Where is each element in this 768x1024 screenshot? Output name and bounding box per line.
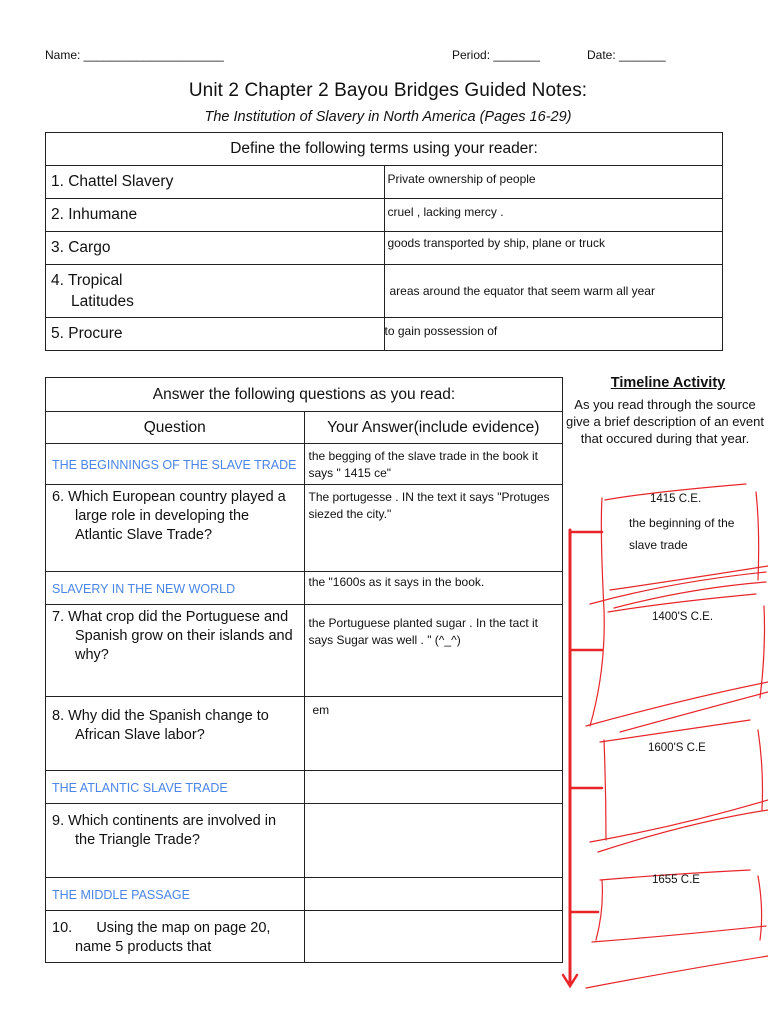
question-row — [46, 697, 563, 771]
answer-cell[interactable] — [304, 878, 563, 911]
timeline-date: 1415 C.E. — [650, 493, 702, 505]
section-heading — [46, 444, 305, 485]
section-row — [46, 878, 563, 911]
answer-cell[interactable] — [304, 771, 563, 804]
question-text: 7. What crop did the Portuguese and Spanish grow on their islands and why? — [52, 609, 293, 663]
question-text: 6. Which European country played a large role in developing the Atlantic Slave Trade? — [52, 489, 286, 543]
vocab-term — [46, 265, 385, 318]
section-heading-text: THE BEGINNINGS OF THE SLAVE TRADE — [52, 457, 297, 472]
section-row — [46, 444, 563, 485]
vocab-row — [46, 318, 723, 351]
vocabulary-table — [45, 132, 723, 351]
vocab-row — [46, 265, 723, 318]
vocab-definition[interactable]: to gain possession of — [384, 318, 723, 351]
question-cell — [46, 804, 305, 878]
timeline-date: 1600'S C.E — [648, 742, 706, 754]
question-cell — [46, 485, 305, 572]
timeline-note: the beginning of the — [629, 516, 735, 530]
question-row — [46, 911, 563, 963]
page-subtitle: The Institution of Slavery in North America (Pages 16-29) — [204, 109, 572, 125]
name-field-label: Name: _____________________ — [45, 48, 224, 62]
question-cell — [46, 697, 305, 771]
timeline-description: As you read through the source give a brief description of an event that occured during that year. — [566, 397, 765, 446]
vocab-definition[interactable]: areas around the equator that seem warm all year — [384, 265, 723, 318]
section-heading: THE ATLANTIC SLAVE TRADE — [46, 771, 305, 804]
timeline-box-4 — [586, 870, 768, 988]
vocab-row — [46, 166, 723, 199]
questions-caption: Answer the following questions as you read: — [46, 378, 563, 412]
question-row — [46, 804, 563, 878]
vocab-definition[interactable]: Private ownership of people — [384, 166, 723, 199]
question-text: 8. Why did the Spanish change to African Slave labor? — [52, 708, 269, 743]
period-field-label: Period: _______ — [452, 48, 541, 62]
vocab-heading: Define the following terms using your reader: — [46, 133, 723, 166]
section-heading: SLAVERY IN THE NEW WORLD — [46, 572, 305, 605]
vocab-row — [46, 199, 723, 232]
vocab-term: 3. Cargo — [46, 232, 385, 265]
answer-cell[interactable]: the "1600s as it says in the book. — [304, 572, 563, 605]
question-cell — [46, 911, 305, 963]
answer-cell[interactable]: em — [304, 697, 563, 771]
vocab-row — [46, 232, 723, 265]
answer-cell[interactable]: the Portuguese planted sugar . In the tact it says Sugar was well . " (^_^) — [304, 605, 563, 697]
column-header-question: Question — [46, 412, 305, 444]
section-heading: THE MIDDLE PASSAGE — [46, 878, 305, 911]
vocab-term: 5. Procure — [46, 318, 385, 351]
vocab-definition[interactable]: goods transported by ship, plane or truck — [384, 232, 723, 265]
vocab-definition[interactable]: cruel , lacking mercy . — [384, 199, 723, 232]
answer-cell[interactable]: The portugesse . IN the text it says "Protuges siezed the city." — [304, 485, 563, 572]
vocab-term: 2. Inhumane — [46, 199, 385, 232]
questions-table — [45, 377, 563, 963]
question-text: 10. Using the map on page 20, name 5 products that — [52, 920, 275, 955]
question-cell — [46, 605, 305, 697]
question-text: 9. Which continents are involved in the Triangle Trade? — [52, 813, 277, 848]
section-row — [46, 572, 563, 605]
column-header-answer: Your Answer(include evidence) — [304, 412, 563, 444]
timeline-date: 1655 C.E — [652, 874, 700, 886]
timeline-box-3 — [590, 720, 768, 852]
page-title: Unit 2 Chapter 2 Bayou Bridges Guided Notes: — [188, 80, 588, 101]
answer-cell[interactable] — [304, 804, 563, 878]
date-field-label: Date: _______ — [587, 48, 666, 62]
answer-cell[interactable]: the begging of the slave trade in the book it says " 1415 ce" — [304, 444, 563, 485]
timeline-note: slave trade — [629, 538, 688, 552]
section-row — [46, 771, 563, 804]
timeline-date: 1400'S C.E. — [652, 611, 714, 623]
timeline-heading: Timeline Activity — [610, 375, 726, 391]
question-row — [46, 485, 563, 572]
question-row — [46, 605, 563, 697]
vocab-term-line: Latitudes — [71, 293, 134, 310]
answer-cell[interactable] — [304, 911, 563, 963]
vocab-term: 1. Chattel Slavery — [46, 166, 385, 199]
vocab-term-line: 4. Tropical — [51, 272, 123, 289]
